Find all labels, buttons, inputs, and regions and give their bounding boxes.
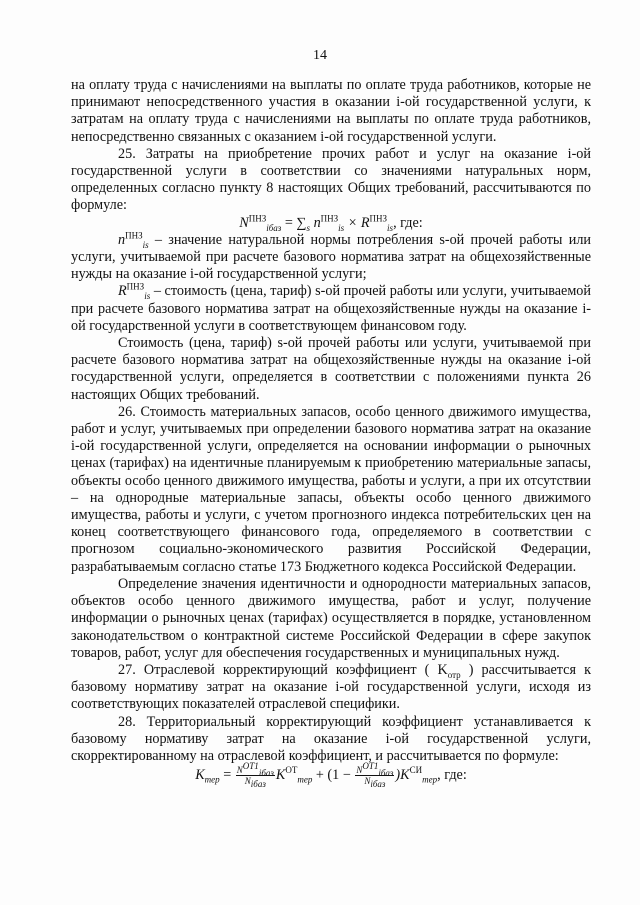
paragraph-26: 26. Стоимость материальных запасов, особо ценного движимого имущества, работ и услуг, учитываемых при определении базового норматива затрат на оказание i-ой государственной услуги, определяется на основании информации о рыночных ценах (тарифах) на идентичные планируемым к приобретению материальные запасы, объекты особо ценного движимого имущества, работы и услуги, а при их отсутствии – на однородные материальные запасы, объекты особо ценного движимого имущества, работы и услуги, с учетом прогнозного индекса потребительских цен на конец соответствующего финансового года, определяемого в соответствии с прогнозом социально-экономического развития Российской Федерации, разрабатываемым согласно статье 173 Бюджетного кодекса Российской Федерации. [71, 403, 591, 575]
kot-sub: тер [297, 774, 313, 785]
num2-sub: iбаз [378, 767, 394, 778]
formula-r-sub: is [387, 222, 394, 233]
definition-n-sub: is [142, 239, 149, 250]
definition-r-symbol: R [118, 283, 127, 300]
formula-n-sub: is [338, 222, 345, 233]
definition-n-symbol: n [118, 231, 126, 248]
kot-sup: ОТ [285, 765, 298, 776]
paragraph-cost: Стоимость (цена, тариф) s-ой прочей работы или услуги, учитываемой при расчете базового норматива затрат на общехозяйственные нужды на оказание i-ой государственной услуги, определяется в соответствии с положениями пункта 26 настоящих Общих требований. [71, 335, 591, 403]
fraction-1-numerator [236, 761, 275, 778]
formula-sum-sub: s [306, 222, 311, 233]
paragraph-continuation: на оплату труда с начислениями на выплаты по оплате труда работников, которые не принимают непосредственного участия в оказании i-ой государственной услуги, к затратам на оплату труда с начислениями на выплаты по оплате труда работников, непосредственно связанных с оказанием i-ой государственной услуги. [71, 77, 591, 145]
kot-symbol: K [275, 766, 286, 783]
definition-r-text: – стоимость (цена, тариф) s-ой прочей работы или услуги, учитываемой при расчете базового норматива затрат на общехозяйственные нужды на оказание i-ой государственной услуги в соответствующем финансовом году. [71, 283, 591, 334]
num1-sub: iбаз [258, 767, 274, 778]
num1-symbol: N [236, 765, 243, 776]
paragraph-25: 25. Затраты на приобретение прочих работ и услуг на оказание i-ой государственной услуги в соответствии со значениями натуральных норм, определенных согласно пункту 8 настоящих Общих требований, рассчитываются по формуле: [71, 145, 591, 214]
paragraph-27 [71, 662, 591, 714]
num2-symbol: N [356, 765, 363, 776]
definition-r [71, 283, 591, 335]
formula-lhs-sub: iбаз [266, 222, 282, 233]
den1-sub: iбаз [250, 778, 266, 789]
fraction-2 [355, 761, 394, 789]
den2-sub: iбаз [370, 778, 386, 789]
kter-eq: = [219, 766, 235, 783]
formula-n-sup: ПНЗ [320, 212, 339, 223]
document-body [71, 77, 591, 789]
definition-n [71, 232, 591, 284]
formula-lhs: N [239, 214, 249, 231]
kter-sub: тер [204, 774, 220, 785]
definition-n-sup: ПНЗ [125, 230, 143, 241]
definition-r-sub: is [144, 291, 151, 302]
paragraph-28: 28. Территориальный корректирующий коэффициент устанавливается к базовому нормативу затрат на оказание i-ой государственной услуги, скорректированному на отраслевой коэффициент, и рассчитывается по формуле: [71, 713, 591, 764]
num1-sup: ОТ1 [242, 761, 259, 772]
formula-tail: , где: [393, 214, 423, 231]
formula-sum: = ∑ [281, 214, 307, 231]
paragraph-27-sub: отр [447, 669, 461, 680]
paragraph-identity: Определение значения идентичности и однородности материальных запасов, объектов особо ценного движимого имущества, работ и услуг, получение информации о рыночных ценах (тарифах) осуществляется в порядке, установленном законодательством о контрактной системе Российской Федерации в сфере закупок товаров, работ, услуг для обеспечения государственных и муниципальных нужд. [71, 575, 591, 661]
definition-n-text: – значение натуральной нормы потребления s-ой прочей работы или услуги, учитываемой при расчете базового норматива затрат на общехозяйственные нужды на оказание i-ой государственной услуги; [71, 231, 591, 283]
kter-symbol: K [195, 766, 205, 783]
formula-times-r: × R [344, 214, 370, 231]
den2-symbol: N [364, 776, 371, 787]
ksi-sub: тер [422, 774, 438, 785]
paragraph-27-start: 27. Отраслевой корректирующий коэффициент ( K [118, 661, 448, 678]
fraction-1 [236, 761, 275, 789]
formula-lhs-sup: ПНЗ [248, 212, 267, 223]
formula-kter [71, 761, 591, 789]
formula-pnz [71, 212, 591, 233]
kter-tail: , где: [437, 766, 467, 783]
num2-sup: ОТ1 [362, 761, 379, 772]
ksi-sup: СИ [409, 765, 423, 776]
page-number: 14 [313, 48, 327, 63]
formula-r-sup: ПНЗ [369, 212, 388, 223]
formula-n: n [310, 214, 321, 231]
kter-close: )K [395, 766, 410, 783]
kter-plus: + (1 − [312, 766, 355, 783]
paragraph-27-end: ) рассчитывается к базовому нормативу затрат на оказание i-ой государственной услуги, исходя из соответствующих показателей отраслевой специфики. [71, 661, 591, 713]
den1-symbol: N [244, 776, 251, 787]
fraction-2-numerator [355, 761, 394, 778]
definition-r-sup: ПНЗ [126, 281, 145, 292]
